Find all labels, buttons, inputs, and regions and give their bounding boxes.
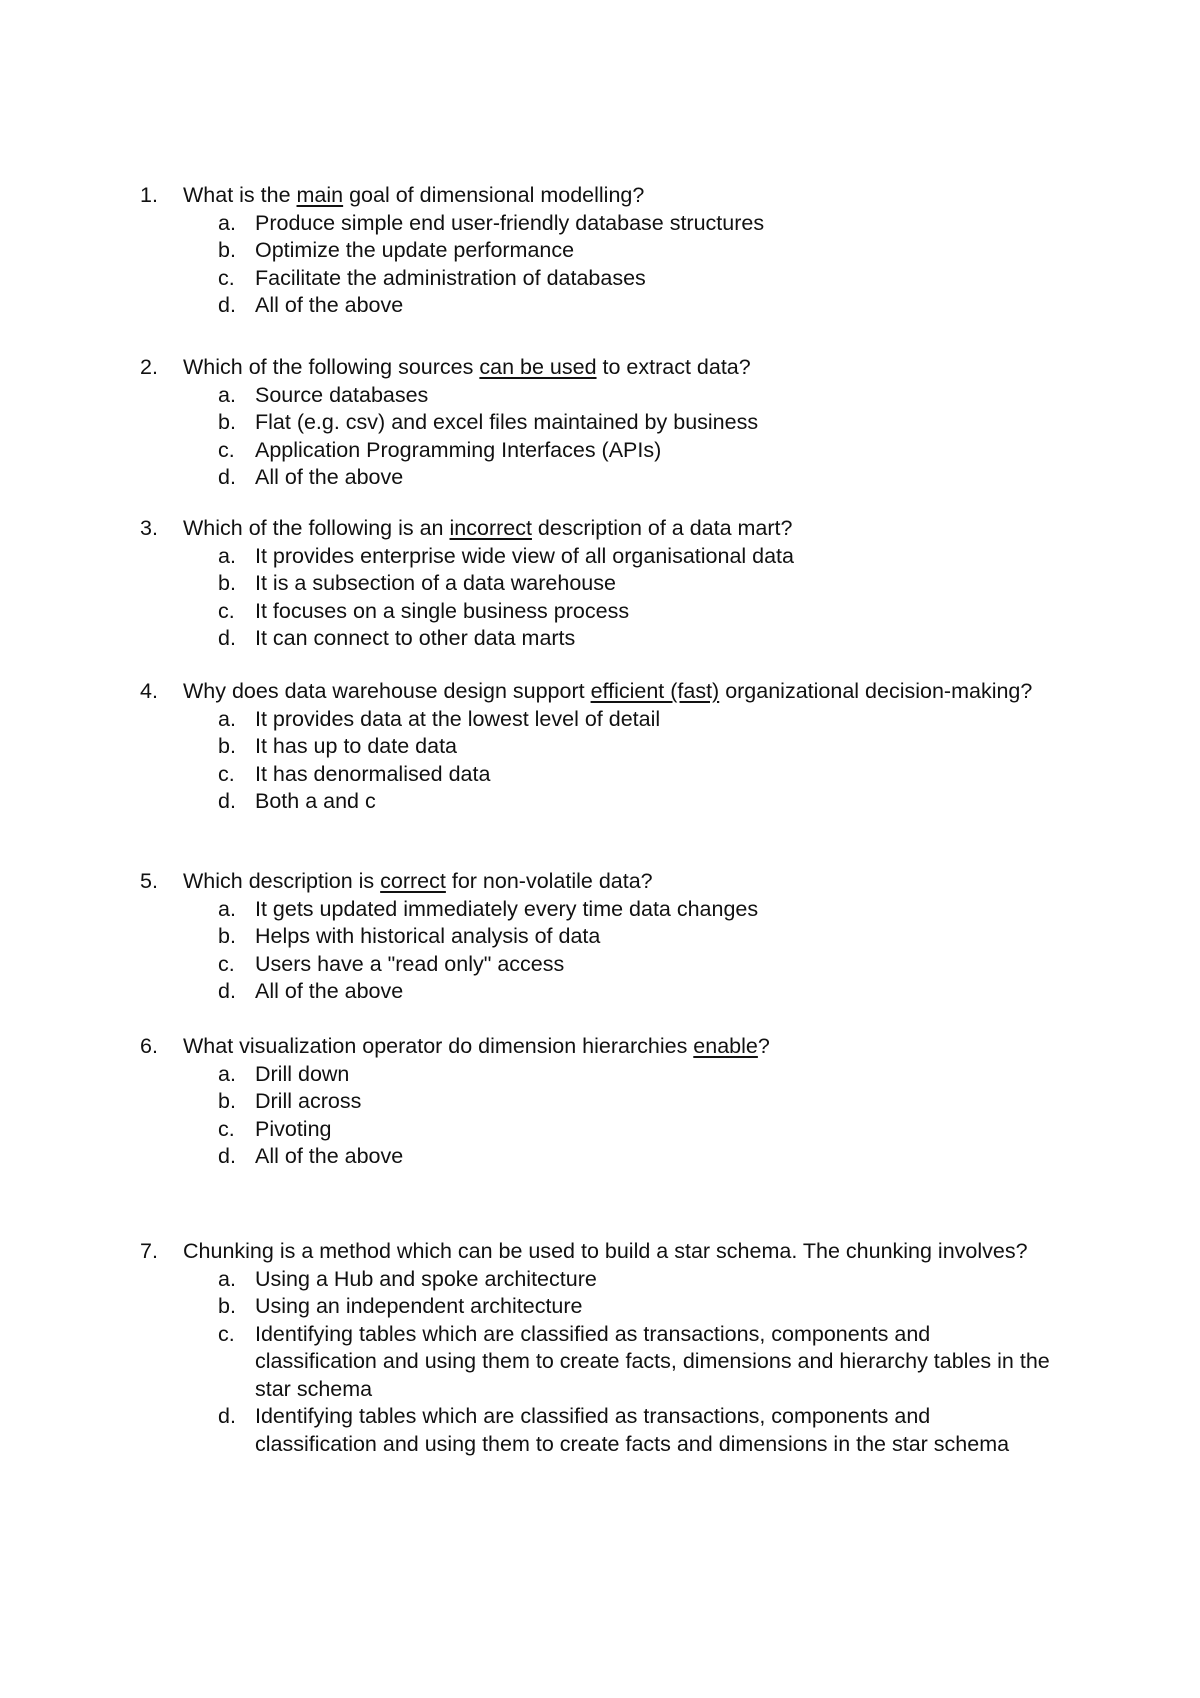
question-text: What visualization operator do dimension hierarchies enable? <box>183 1034 770 1058</box>
option-c: c. Facilitate the administration of databases <box>218 265 646 290</box>
option-b: b. It has up to date data <box>218 734 458 758</box>
options-list <box>140 210 1100 320</box>
option-b: b. Drill across <box>218 1089 362 1113</box>
emphasized-word: correct <box>380 869 446 893</box>
emphasized-word: enable <box>693 1034 758 1058</box>
question-number: 4. <box>140 679 158 703</box>
question-6 <box>140 1033 1100 1171</box>
option-c: c. Identifying tables which are classified as transactions, components and classification and using them to create facts, dimensions and hierarchy tables in the star schema <box>218 1321 1050 1401</box>
emphasized-word: efficient (fast) <box>590 679 720 703</box>
question-number: 5. <box>140 869 158 893</box>
question-text: Which description is correct for non-volatile data? <box>183 869 653 893</box>
question-number: 6. <box>140 1034 158 1058</box>
question-1 <box>140 182 1100 320</box>
question-2 <box>140 354 1100 492</box>
option-d: d. All of the above <box>218 293 404 317</box>
question-text: Which of the following sources can be used to extract data? <box>183 355 751 379</box>
option-b: b. Using an independent architecture <box>218 1294 583 1318</box>
option-d: d. Identifying tables which are classified as transactions, components and classification and using them to create facts and dimensions in the star schema <box>218 1404 1010 1456</box>
emphasized-word: can be used <box>479 355 597 379</box>
option-a: a. Produce simple end user-friendly database structures <box>218 210 765 235</box>
option-d: d. All of the above <box>218 979 404 1003</box>
options-list <box>140 382 1100 492</box>
question-text: Which of the following is an incorrect description of a data mart? <box>183 516 793 540</box>
option-a: a. Source databases <box>218 382 429 407</box>
emphasized-word: main <box>296 183 344 207</box>
question-7 <box>140 1238 1100 1458</box>
option-c: c. Application Programming Interfaces (APIs) <box>218 437 662 462</box>
options-list <box>140 706 1100 816</box>
option-b: b. Helps with historical analysis of data <box>218 924 601 948</box>
option-b: b. Flat (e.g. csv) and excel files maintained by business <box>218 410 759 434</box>
option-a: a. It gets updated immediately every time data changes <box>218 896 759 921</box>
option-c: c. Users have a "read only" access <box>218 951 565 976</box>
question-number: 2. <box>140 355 158 379</box>
question-text: What is the main goal of dimensional modelling? <box>183 183 645 207</box>
option-d: d. It can connect to other data marts <box>218 626 576 650</box>
option-a: a. Using a Hub and spoke architecture <box>218 1266 597 1291</box>
question-5 <box>140 868 1100 1006</box>
question-3 <box>140 515 1100 653</box>
question-number: 7. <box>140 1239 158 1263</box>
option-a: a. It provides data at the lowest level of detail <box>218 706 661 731</box>
option-d: d. All of the above <box>218 1144 404 1168</box>
question-text: Why does data warehouse design support efficient (fast) organizational decision-making? <box>183 679 1033 703</box>
option-c: c. Pivoting <box>218 1116 332 1141</box>
option-a: a. It provides enterprise wide view of all organisational data <box>218 543 794 568</box>
options-list <box>140 1266 1100 1459</box>
option-a: a. Drill down <box>218 1061 350 1086</box>
options-list <box>140 543 1100 653</box>
question-4 <box>140 678 1100 816</box>
option-d: d. All of the above <box>218 465 404 489</box>
options-list <box>140 1061 1100 1171</box>
emphasized-word: incorrect <box>449 516 532 540</box>
option-b: b. It is a subsection of a data warehouse <box>218 571 616 595</box>
option-d: d. Both a and c <box>218 789 376 813</box>
question-text: Chunking is a method which can be used to build a star schema. The chunking involves? <box>183 1239 1028 1263</box>
question-number: 3. <box>140 516 158 540</box>
options-list <box>140 896 1100 1006</box>
option-b: b. Optimize the update performance <box>218 238 575 262</box>
option-c: c. It focuses on a single business process <box>218 598 630 623</box>
question-number: 1. <box>140 183 158 207</box>
option-c: c. It has denormalised data <box>218 761 491 786</box>
